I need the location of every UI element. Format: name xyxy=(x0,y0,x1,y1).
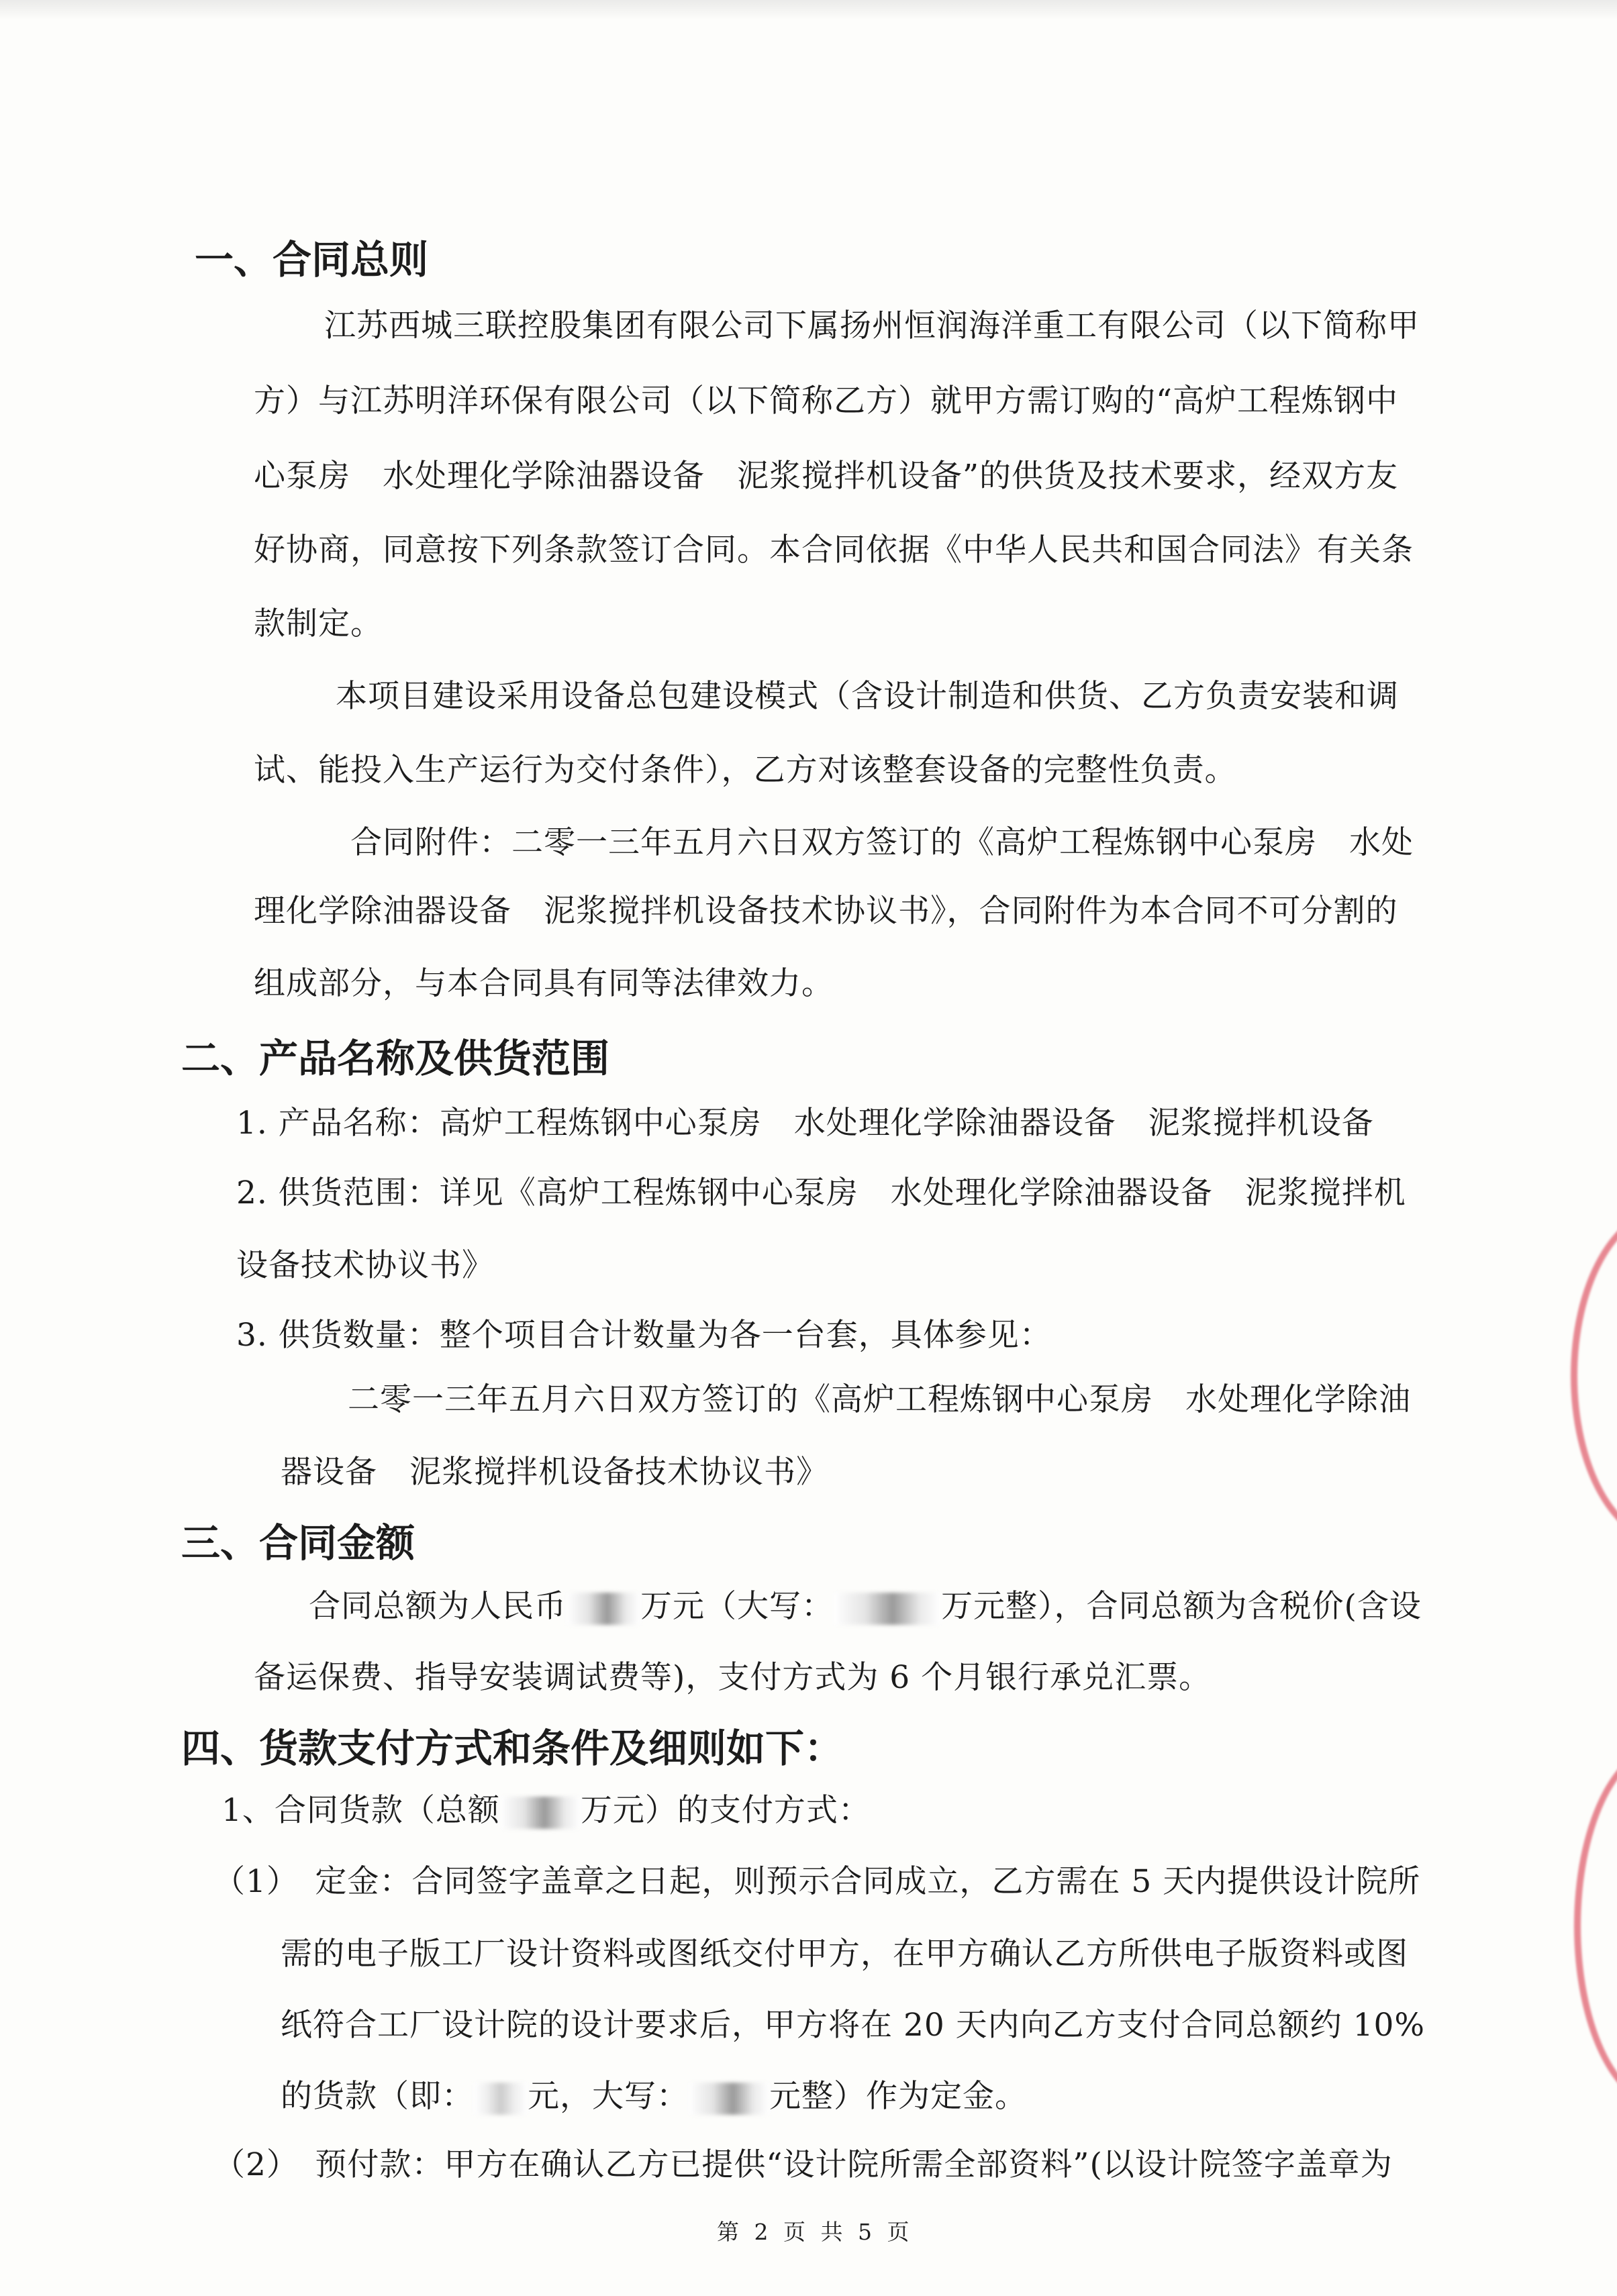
s1-p3-line1: 合同附件：二零一三年五月六日双方签订的《高炉工程炼钢中心泵房 水处 xyxy=(350,824,1414,861)
s1-p2-line1: 本项目建设采用设备总包建设模式（含设计制造和供货、乙方负责安装和调 xyxy=(336,678,1399,715)
s4-deposit-label: 的货款（即： xyxy=(281,2078,474,2115)
s1-p1-line2: 方）与江苏明洋环保有限公司（以下简称乙方）就甲方需订购的“高炉工程炼钢中 xyxy=(254,383,1399,419)
stamp-mark-upper xyxy=(1571,1208,1617,1544)
s2-item1: 1. 产品名称：高炉工程炼钢中心泵房 水处理化学除油器设备 泥浆搅拌机设备 xyxy=(236,1105,1374,1142)
section-2-heading: 二、产品名称及供货范围 xyxy=(181,1036,610,1081)
s4-p1-line3: 纸符合工厂设计院的设计要求后，甲方将在 20 天内向乙方支付合同总额约 10% xyxy=(281,2007,1426,2044)
s4-deposit-words-label: 元，大写： xyxy=(528,2078,689,2115)
redacted-total xyxy=(500,1797,581,1829)
s4-sub1 xyxy=(222,1785,871,1830)
section-4-heading: 四、货款支付方式和条件及细则如下： xyxy=(181,1726,844,1771)
s1-p1-line1: 江苏西城三联控股集团有限公司下属扬州恒润海洋重工有限公司（以下简称甲 xyxy=(324,307,1420,344)
s1-p3-line2: 理化学除油器设备 泥浆搅拌机设备技术协议书》，合同附件为本合同不可分割的 xyxy=(254,893,1398,930)
s4-p1-line4 xyxy=(281,2071,1027,2116)
s4-p2-line1: （2） 预付款：甲方在确认乙方已提供“设计院所需全部资料”(以设计院签字盖章为 xyxy=(213,2146,1393,2183)
scan-edge-shadow xyxy=(0,0,1617,20)
s2-item3: 3. 供货数量：整个项目合计数量为各一台套，具体参见： xyxy=(236,1317,1052,1354)
s2-item3-detail-line1: 二零一三年五月六日双方签订的《高炉工程炼钢中心泵房 水处理化学除油 xyxy=(348,1381,1411,1418)
s4-deposit-tail: 元整）作为定金。 xyxy=(769,2078,1027,2115)
s2-item2-line2: 设备技术协议书》 xyxy=(236,1247,494,1284)
s3-line1 xyxy=(309,1581,1422,1626)
s4-p1-line2: 需的电子版工厂设计资料或图纸交付甲方，在甲方确认乙方所供电子版资料或图 xyxy=(281,1936,1408,1973)
s1-p3-line3: 组成部分，与本合同具有同等法律效力。 xyxy=(254,965,834,1002)
s3-line2: 备运保费、指导安装调试费等)，支付方式为 6 个月银行承兑汇票。 xyxy=(254,1659,1212,1696)
s1-p1-line3: 心泵房 水处理化学除油器设备 泥浆搅拌机设备”的供货及技术要求，经双方友 xyxy=(254,458,1399,495)
page-number: 第 2 页 共 5 页 xyxy=(717,2219,914,2245)
redacted-amount xyxy=(567,1593,640,1625)
s3-amount-label: 合同总额为人民币 xyxy=(309,1588,567,1625)
s4-p1-line1: （1） 定金：合同签字盖章之日起，则预示合同成立，乙方需在 5 天内提供设计院所 xyxy=(213,1863,1421,1900)
redacted-deposit xyxy=(474,2083,528,2115)
s3-amount-unit: 万元（大写： xyxy=(640,1588,834,1625)
section-1-heading: 一、合同总则 xyxy=(195,237,429,283)
s4-sub1-label: 1、合同货款（总额 xyxy=(222,1792,500,1829)
stamp-mark-lower xyxy=(1574,1745,1617,2107)
s3-amount-tail: 万元整），合同总额为含税价(含设 xyxy=(941,1588,1422,1625)
s2-item2-line1: 2. 供货范围：详见《高炉工程炼钢中心泵房 水处理化学除油器设备 泥浆搅拌机 xyxy=(236,1175,1406,1211)
s2-item3-detail-line2: 器设备 泥浆搅拌机设备技术协议书》 xyxy=(281,1454,828,1491)
redacted-amount-words xyxy=(834,1593,941,1625)
s1-p1-line4: 好协商，同意按下列条款签订合同。本合同依据《中华人民共和国合同法》有关条 xyxy=(254,532,1414,568)
s1-p2-line2: 试、能投入生产运行为交付条件），乙方对该整套设备的完整性负责。 xyxy=(254,752,1237,789)
s1-p1-line5: 款制定。 xyxy=(254,605,383,642)
s4-sub1-tail: 万元）的支付方式： xyxy=(580,1792,871,1829)
redacted-deposit-words xyxy=(689,2083,769,2115)
section-3-heading: 三、合同金额 xyxy=(181,1520,415,1566)
